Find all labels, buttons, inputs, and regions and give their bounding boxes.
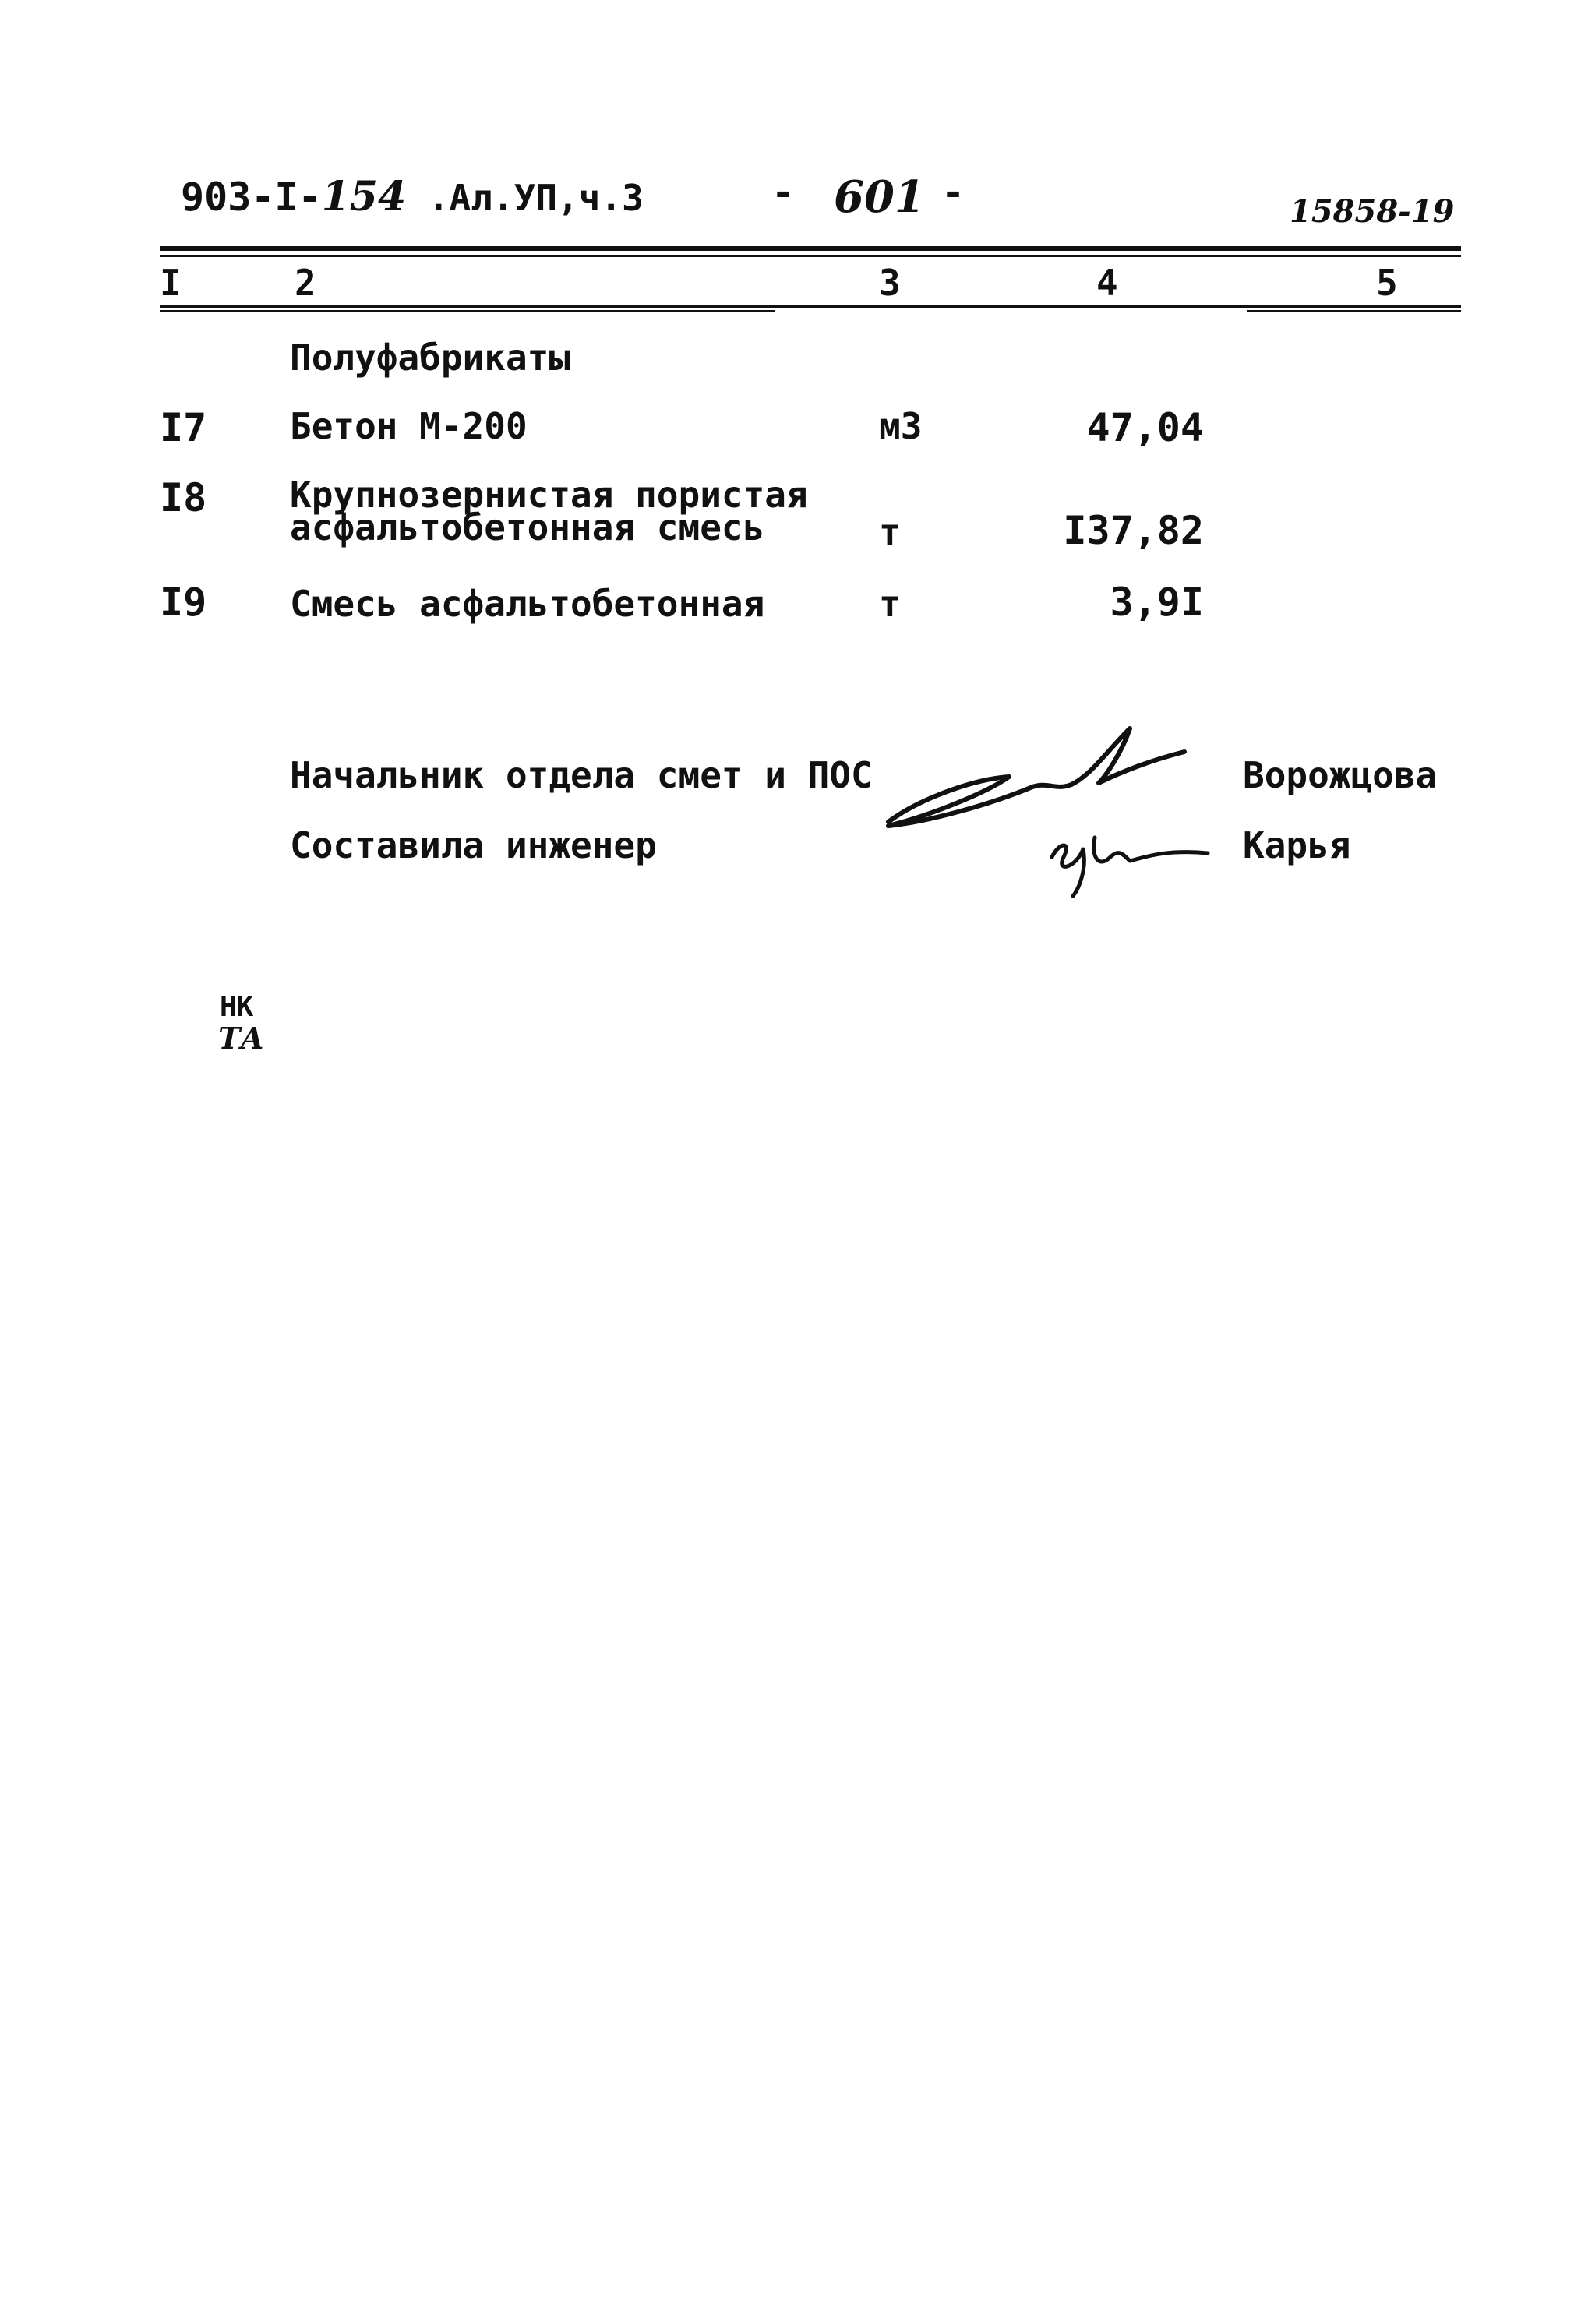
row-number: I9 bbox=[160, 580, 207, 625]
column-header-underline-thin-right bbox=[1247, 310, 1461, 312]
row-unit: т bbox=[879, 511, 901, 553]
column-header-3: 3 bbox=[879, 262, 901, 304]
row-name: Крупнозернистая пористая асфальтобетонная смесь bbox=[290, 474, 808, 549]
signature-name-engineer: Карья bbox=[1243, 824, 1351, 866]
signature-name-head: Ворожцова bbox=[1243, 754, 1438, 796]
signature-engineer-graphic bbox=[1040, 814, 1219, 900]
archive-number: 15858-19 bbox=[1290, 193, 1455, 230]
row-quantity: I37,82 bbox=[1063, 508, 1204, 553]
column-header-underline-thin bbox=[160, 310, 775, 312]
signature-title-head: Начальник отдела смет и ПОС bbox=[290, 754, 873, 796]
page-number: 601 bbox=[834, 171, 925, 223]
column-header-2: 2 bbox=[295, 262, 316, 304]
signature-title-engineer: Составила инженер bbox=[290, 824, 657, 866]
row-name: Бетон М-200 bbox=[290, 405, 528, 447]
row-number: I7 bbox=[160, 405, 207, 450]
document-code-hand-number: 154 bbox=[321, 173, 407, 220]
column-header-5: 5 bbox=[1376, 262, 1398, 304]
document-code bbox=[181, 173, 644, 220]
row-quantity: 47,04 bbox=[1086, 405, 1204, 450]
column-header-1: I bbox=[160, 262, 182, 304]
row-number: I8 bbox=[160, 475, 207, 520]
section-title: Полуфабрикаты bbox=[290, 337, 571, 379]
row-unit: м3 bbox=[879, 405, 923, 447]
table-top-rule bbox=[160, 246, 1461, 251]
row-unit: т bbox=[879, 583, 901, 625]
column-header-4: 4 bbox=[1096, 262, 1118, 304]
page-number-dash-right: - bbox=[941, 170, 965, 215]
page-number-dash-left: - bbox=[771, 170, 796, 215]
table-top-rule-thin bbox=[160, 255, 1461, 257]
column-header-underline bbox=[160, 305, 1461, 308]
row-name: Смесь асфальтобетонная bbox=[290, 583, 765, 625]
row-quantity: 3,9I bbox=[1110, 580, 1204, 625]
footer-hand-code: ТА bbox=[218, 1021, 265, 1056]
document-code-prefix: 903-I- bbox=[181, 175, 322, 220]
document-code-suffix: .Ал.УП,ч.3 bbox=[406, 177, 644, 219]
footer-typed-code: НК bbox=[220, 991, 254, 1023]
